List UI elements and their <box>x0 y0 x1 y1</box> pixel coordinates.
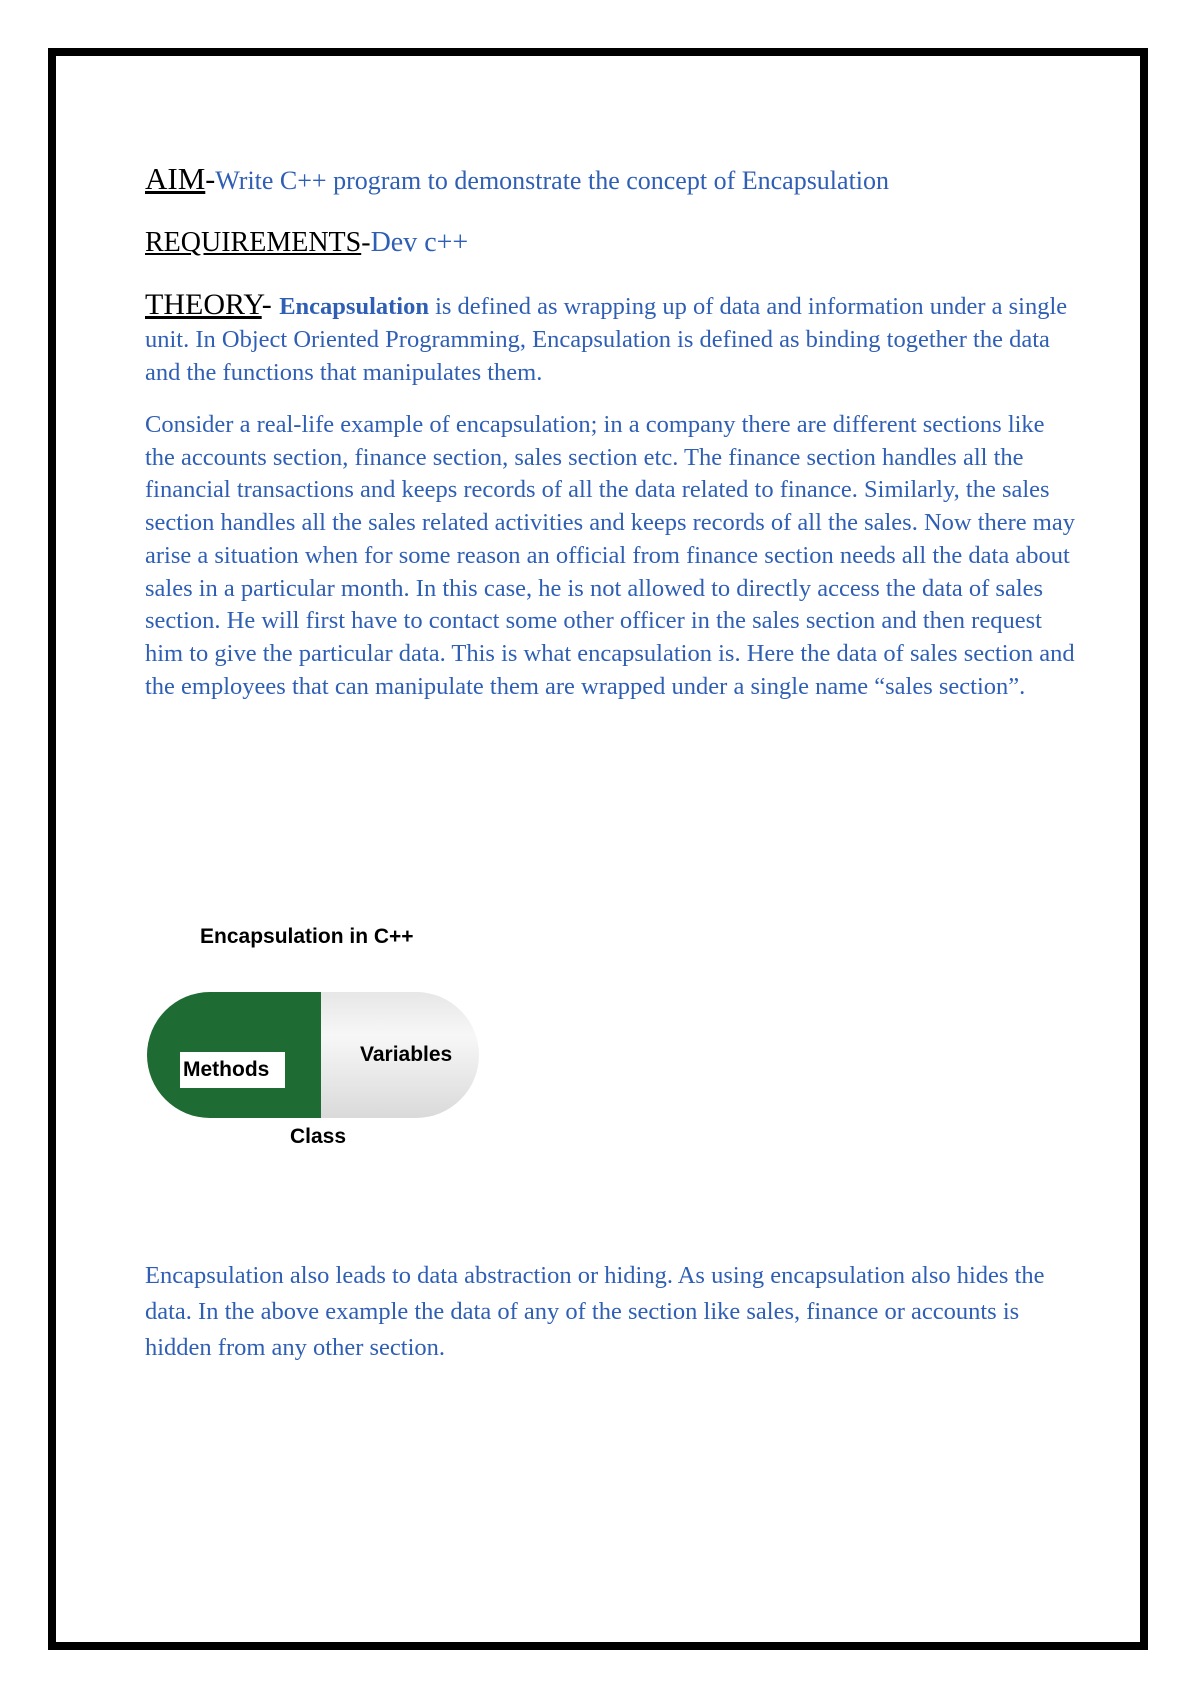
theory-text: is defined as wrapping up of data and information under a single unit. In Object Oriented Programming, Encapsulation is defined as binding together the data and the functions that manipulates them. <box>145 293 1068 386</box>
aim-separator: - <box>205 163 216 196</box>
document-body <box>145 160 1075 703</box>
aim-text: Write C++ program to demonstrate the concept of Encapsulation <box>215 166 890 195</box>
theory-bold-term: Encapsulation <box>279 293 429 320</box>
example-paragraph: Consider a real-life example of encapsulation; in a company there are different sections like the accounts section, finance section, sales section etc. The finance section handles all the financial transactions and keeps records of all the data related to finance. Similarly, the sales section handles all the sales related activities and keeps records of all the sales. Now there may arise a situation when for some reason an official from finance section needs all the data about sales in a particular month. In this case, he is not allowed to directly access the data of sales section. He will first have to contact some other officer in the sales section and then request him to give the particular data. This is what encapsulation is. Here the data of sales section and the employees that can manipulate them are wrapped under a single name “sales section”. <box>145 411 1075 700</box>
requirements-text: Dev c++ <box>370 227 469 258</box>
requirements-heading: REQUIREMENTS <box>145 227 362 258</box>
diagram-title: Encapsulation in C++ <box>200 925 414 948</box>
requirements-separator: - <box>361 227 371 258</box>
theory-heading: THEORY <box>145 288 262 321</box>
methods-label: Methods <box>180 1052 285 1088</box>
aim-line <box>145 160 1075 200</box>
class-label: Class <box>290 1125 347 1148</box>
requirements-line <box>145 224 1075 262</box>
theory-paragraph <box>145 288 1075 389</box>
aim-heading: AIM <box>145 161 206 196</box>
encapsulation-diagram <box>145 925 485 1155</box>
variables-label: Variables <box>360 1043 453 1066</box>
closing-paragraph: Encapsulation also leads to data abstraction or hiding. As using encapsulation also hides the data. In the above example the data of any of the section like sales, finance or accounts is hidden from any other section. <box>145 1262 1045 1361</box>
theory-separator: - <box>261 288 280 321</box>
